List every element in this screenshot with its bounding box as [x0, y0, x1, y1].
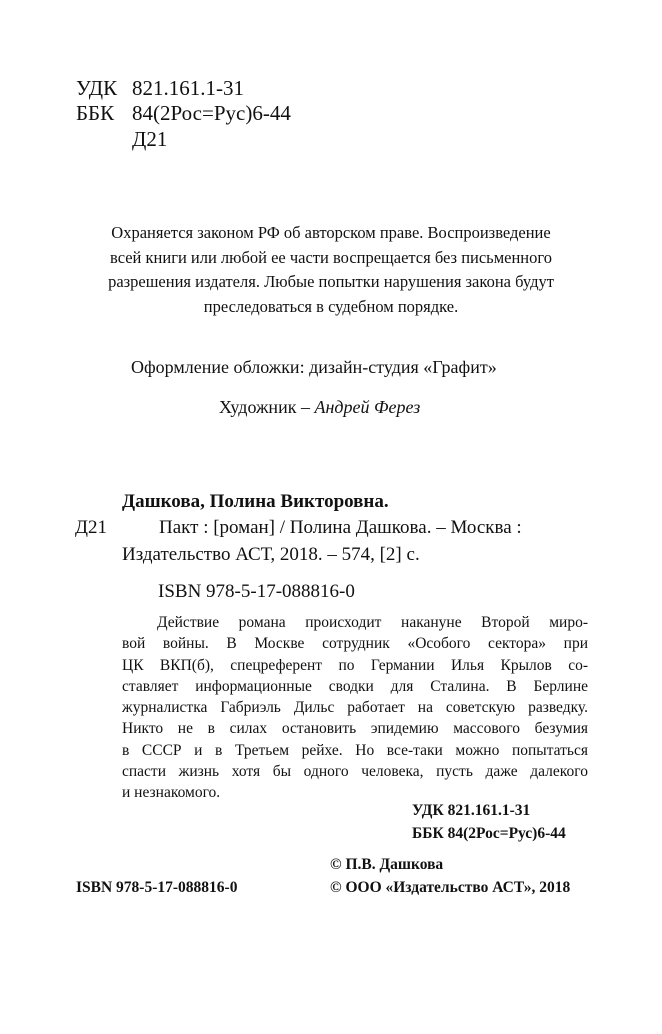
copyright-notice — [60, 221, 602, 319]
record-title-line: Пакт : [роман] / Полина Дашкова. – Москва : — [159, 517, 522, 538]
notice-line: преследоваться в судебном порядке. — [203, 296, 459, 316]
record-author: Дашкова, Полина Викторовна. — [122, 491, 389, 512]
annotation-line: Никто не в силах остановить эпидемию массового безумия — [122, 720, 588, 738]
annotation-line: Действие романа происходит накануне Второй миро- — [157, 614, 588, 631]
record-isbn: ISBN 978-5-17-088816-0 — [158, 581, 355, 602]
footer-isbn: ISBN 978-5-17-088816-0 — [76, 879, 238, 896]
cover-design-credit: Оформление обложки: дизайн-студия «Графит» — [131, 357, 497, 377]
record-bbk: ББК 84(2Рос=Рус)6-44 — [412, 825, 566, 842]
record-udk: УДК 821.161.1-31 — [412, 802, 531, 819]
annotation-line: ЦК ВКП(б), спецреферент по Германии Илья Крылов со- — [122, 656, 588, 674]
bbk-value: 84(2Рос=Рус)6-44 — [132, 101, 291, 125]
artist-label: Художник – — [219, 397, 310, 417]
record-publisher-line: Издательство АСТ, 2018. – 574, [2] с. — [122, 544, 420, 565]
artist-name: Андрей Ферез — [314, 397, 421, 417]
copyright-author: © П.В. Дашкова — [330, 856, 444, 873]
annotation-line: спасти жизнь хотя бы одного человека, пусть даже далекого — [122, 763, 588, 781]
udk-label: УДК — [76, 76, 118, 100]
annotation-line: и незнакомого. — [122, 784, 221, 802]
notice-line: разрешения издателя. Любые попытки нарушения закона будут — [108, 272, 554, 291]
annotation-line: ставляет информационные сводки для Сталина. В Берлине — [122, 677, 588, 695]
annotation-line: в СССР и в Третьем рейхе. Но все-таки можно попытаться — [122, 741, 588, 759]
annotation — [122, 612, 588, 804]
notice-line: Охраняется законом РФ об авторском праве. Воспроизведение — [111, 223, 551, 242]
record-sign: Д21 — [75, 517, 107, 538]
artist-credit — [219, 397, 420, 418]
udk-value: 821.161.1-31 — [132, 76, 244, 100]
notice-line: всей книги или любой ее части воспрещается без письменного — [110, 247, 552, 267]
author-sign: Д21 — [132, 127, 168, 151]
annotation-line: вой войны. В Москве сотрудник «Особого сектора» при — [122, 635, 588, 653]
bbk-label: ББК — [76, 101, 115, 125]
annotation-line: журналистка Габриэль Дильс работает на советскую разведку. — [122, 699, 588, 717]
copyright-publisher: © ООО «Издательство АСТ», 2018 — [330, 879, 571, 896]
